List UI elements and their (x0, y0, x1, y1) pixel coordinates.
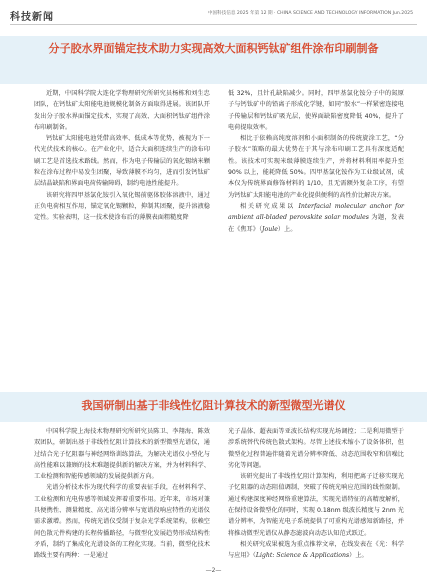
right-column (228, 426, 404, 562)
paragraph: 该研究将四甲基氯化铵引入氧化锡前驱体胶体溶液中，通过正负电荷相互作用，锚定氧化锡颗粒，抑制其团聚，提升溶液稳定性。实验表明，这一技术使涂布后的薄膜表面粗糙度降 (34, 191, 210, 222)
citation-suffix: 为题，发表在《焦耳》（ (228, 214, 404, 233)
journal-info: 中国科技信息 2025 年第 12 期 · CHINA SCIENCE AND TECHNOLOGY INFORMATION Jun.2025 (207, 11, 413, 16)
left-column (34, 426, 210, 562)
paragraph: 光谱分析技术作为现代科学的重要表征手段，在材料科学、工业检测和光电传感等领域发挥着重要作用。近年来，市场对兼具便携性、测量精度、高光谱分辨率与宽谱段响应特性的光谱仪需求激增。然而，传统光谱仪受制于复杂光学系统架构，依赖空间色散元件构建的长程传播路径，与微型化发展趋势形成结构性矛盾，制约了集成化光谱设备的工程化实现。当前，微型化技术路线主要有两种：一是通过 (34, 484, 210, 560)
citation-prefix: 相关研究成果以 (240, 202, 299, 210)
article-title: 我国研制出基于非线性忆阻计算技术的新型微型光谱仪 (81, 399, 346, 412)
paragraph: 相比于依赖高纯度溶剂和小面积制备的传统旋涂工艺，“分子胶水”策略的最大优势在于其与涂布印刷工艺具有深度适配性。该技术可实现米级薄膜连续生产，并将材料利用率提升至 90% 以上，能耗降低 50%。四甲基氯化铵作为工业级试剂，成本仅为传统界面修饰材料的 1/10，且无需额外复杂工序，有望为钙钛矿太阳能电池的产业化提供便利的高性价比解决方案。 (228, 135, 404, 199)
page-number: —2— (205, 567, 222, 574)
header-divider (10, 24, 417, 25)
paragraph: 光子晶体、超表面等亚波长结构实现光场调控；二是利用微型于涉系统替代传统色散式架构。尽管上述技术缩小了设备体积，但微型化过程普遍伴随着光谱分辨率降低、动态范围收窄和信噪比劣化等问题。 (228, 428, 404, 469)
article-title: 分子胶水界面锚定技术助力实现高效大面积钙钛矿组件涂布印刷制备 (48, 42, 379, 55)
paragraph: 钙钛矿太阳能电池凭借高效率、低成本等优势，被视为下一代光伏技术的核心。在产业化中，适合大面积连续生产的涂布印刷工艺是首选技术路线。然而，作为电子传输层的氧化锡纳米颗粒在涂布过程中易发生团聚，导致薄膜不均匀，进而引发钙钛矿层结晶缺陷和界面电荷传输障碍，制约电池性能提升。 (34, 135, 210, 188)
paragraph: 近期，中国科学院大连化学物理研究所研究员杨栋和刘生忠团队，在钙钛矿太阳能电池规模化制备方面取得进展。该团队开发出分子胶水界面锚定技术，实现了高效、大面积钙钛矿组件涂布印刷制备。 (34, 90, 210, 131)
paragraph-citation (228, 539, 404, 562)
article-perovskite (0, 36, 427, 326)
publication-suffix: ）上。 (349, 552, 368, 560)
page-header (0, 0, 427, 28)
article-spectrometer (0, 392, 427, 560)
paragraph-citation (228, 201, 404, 235)
paragraph: 低 32%，且针孔缺陷减少。同时，四甲基氯化铵分子中的氮原子与钙钛矿中的铅离子形成化学键，如同“胶水”一样紧密连接电子传输层和钙钛矿吸光层，使界面缺陷密度降低 40%，提升了电荷提取效率。 (228, 90, 404, 131)
citation-prefix: 相关研究成果被选为重点推荐文章，在线发表在《光：科学与应用》（ (228, 540, 404, 560)
left-column (34, 88, 210, 224)
paragraph: 该研究提出了非线性忆阻计算架构，利用把离子迁移实现光子忆阻器的动态阻值调制，突破了传统光响应范围的线性限制。通过构建深度神经网络重建算法，实现光谱特征的高精度解析，在保持设备微型化的同时，实现 0.18nm 级波长精度与 2nm 光谱分辨率，为智能光电子系统提供了可重构光谱感知新路径，并将推动微型光谱仪从静态滤波向动态认知范式跃迁。 (228, 473, 404, 537)
title-band (0, 392, 427, 422)
publication-name: Light: Science & Applications (255, 552, 350, 560)
publication-suffix: ）上。 (277, 225, 297, 233)
publication-name: Joule (262, 225, 278, 233)
citation-title: Interfacial molecular anchor for ambient all-bladed perovskite solar modules (228, 202, 405, 222)
right-column (228, 88, 404, 235)
section-name: 科技新闻 (10, 12, 54, 23)
paragraph: 中国科学院上海技术物理研究所研究员陈卫、李翔海、陈效双团队，研制出基于非线性忆阻计算技术的新型微型光谱仪，通过结合光子忆阻器与神经网络训练算法，为解决光谱仪小型化与高性能难以兼顾的技术难题提供新的解决方案，并为材料科学、工业检测和智能传感领域的发展提供新方向。 (34, 428, 210, 481)
title-band (0, 36, 427, 84)
